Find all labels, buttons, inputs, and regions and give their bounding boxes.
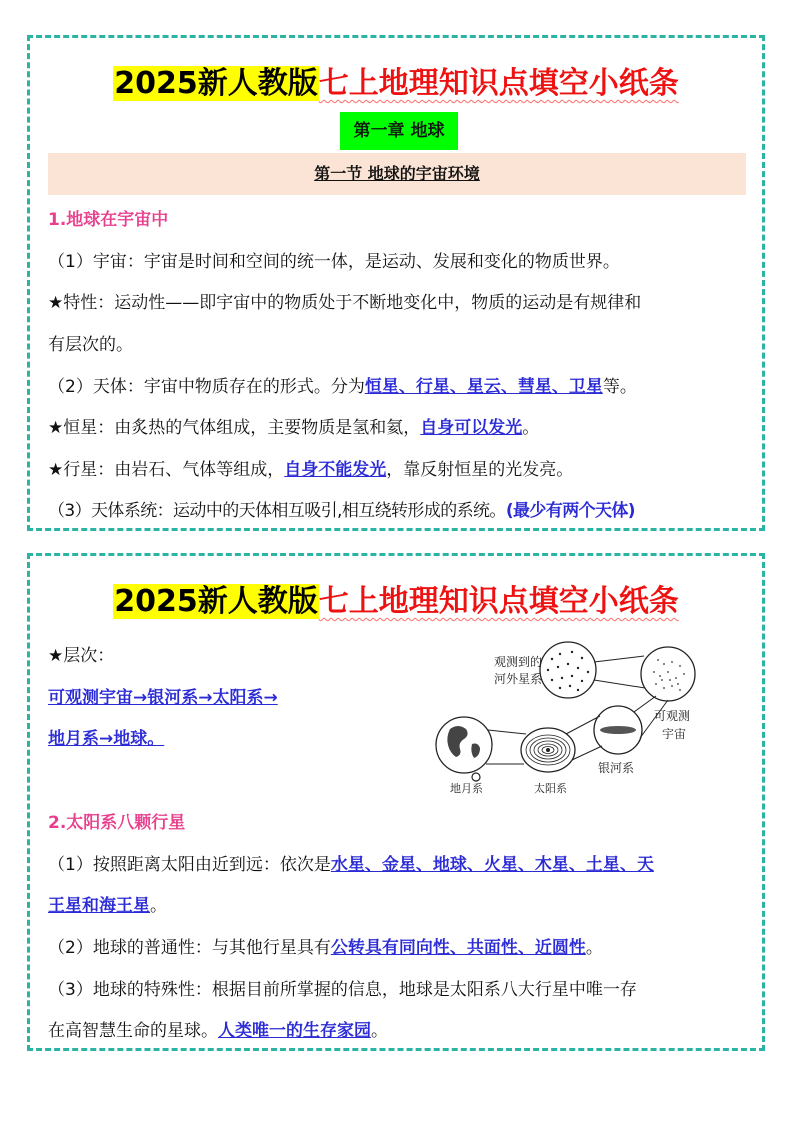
paragraph-system — [48, 496, 750, 521]
paragraph-universe: （1）宇宙：宇宙是时间和空间的统一体，是运动、发展和变化的物质世界。 — [48, 252, 620, 272]
moon-icon — [472, 773, 480, 781]
note-card-2 — [27, 553, 765, 1051]
text: 等。 — [602, 377, 637, 397]
answer: 地月系→地球。 — [48, 729, 165, 749]
paragraph-earth-special-cont — [48, 1016, 750, 1041]
answer: 可观测宇宙→银河系→太阳系→ — [48, 688, 278, 708]
label-universe: 宇宙 — [662, 727, 687, 741]
answer: 王星和海王星 — [48, 896, 150, 916]
celestial-system-diagram — [402, 634, 702, 800]
answer: 恒星、行星、星云、彗星、卫星 — [364, 377, 603, 397]
answer: 人类唯一的生存家园 — [218, 1021, 371, 1041]
title-subject: 七上地理知识点填空小纸条 — [318, 584, 679, 619]
paragraph-feature: ★特性：运动性——即宇宙中的物质处于不断地变化中，物质的运动是有规律和 — [48, 293, 642, 313]
answer: 水星、金星、地球、火星、木星、土星、天 — [330, 855, 654, 875]
card-title — [30, 576, 762, 620]
section-header — [48, 153, 746, 195]
paragraph-earth-special: （3）地球的特殊性：根据目前所掌握的信息，地球是太阳系八大行星中唯一存 — [48, 980, 637, 1000]
text: 。 — [522, 418, 540, 438]
title-edition: 2025新人教版 — [114, 584, 318, 619]
paragraph-earth-common — [48, 933, 750, 958]
card-title — [30, 58, 762, 102]
paragraph-planet — [48, 455, 750, 480]
text: ，靠反射恒星的光发亮。 — [386, 460, 574, 480]
text: 。 — [585, 938, 603, 958]
observable-universe-circle — [641, 647, 695, 701]
label-observed: 观测到的 — [494, 655, 543, 669]
answer: 自身可以发光 — [420, 418, 523, 438]
text: ★行星：由岩石、气体等组成， — [48, 460, 285, 480]
text: 。 — [371, 1021, 388, 1041]
levels-label: ★层次： — [48, 646, 115, 666]
title-edition: 2025新人教版 — [114, 66, 318, 101]
label-earth-moon: 地月系 — [450, 782, 483, 795]
paragraph-celestial-bodies — [48, 372, 750, 397]
heading-eight-planets: 2.太阳系八颗行星 — [48, 813, 186, 833]
earth-icon — [436, 717, 492, 773]
text: ★恒星：由炙热的气体组成，主要物质是氢和氦， — [48, 418, 421, 438]
text: （2）地球的普通性：与其他行星具有 — [48, 938, 331, 958]
text: （1）按照距离太阳由近到远：依次是 — [48, 855, 331, 875]
milky-way-disc — [600, 726, 636, 734]
section-title: 第一节 地球的宇宙环境 — [314, 164, 480, 183]
label-milky-way: 银河系 — [598, 761, 635, 775]
paragraph-star — [48, 413, 750, 438]
label-extragalactic: 河外星系 — [494, 672, 543, 686]
answer: 自身不能发光 — [284, 460, 387, 480]
text: 在高智慧生命的星球。 — [48, 1021, 218, 1041]
answer: (最少有两个天体) — [505, 501, 635, 521]
text: （2）天体：宇宙中物质存在的形式。分为 — [48, 377, 365, 397]
sun-icon — [546, 748, 550, 752]
paragraph-feature-cont: 有层次的。 — [48, 335, 133, 355]
text: （3）天体系统：运动中的天体相互吸引,相互绕转形成的系统。 — [48, 501, 506, 521]
title-subject: 七上地理知识点填空小纸条 — [318, 66, 679, 101]
heading-earth-in-universe: 1.地球在宇宙中 — [48, 210, 169, 230]
label-observable: 可观测 — [654, 709, 691, 723]
text: 。 — [150, 896, 167, 916]
paragraph-planet-order — [48, 850, 750, 875]
label-solar-system: 太阳系 — [534, 782, 567, 795]
paragraph-planet-order-cont — [48, 891, 750, 916]
note-card-1 — [27, 35, 765, 531]
chapter-label: 第一章 地球 — [340, 112, 458, 150]
answer: 公转具有同向性、共面性、近圆性 — [330, 938, 586, 958]
